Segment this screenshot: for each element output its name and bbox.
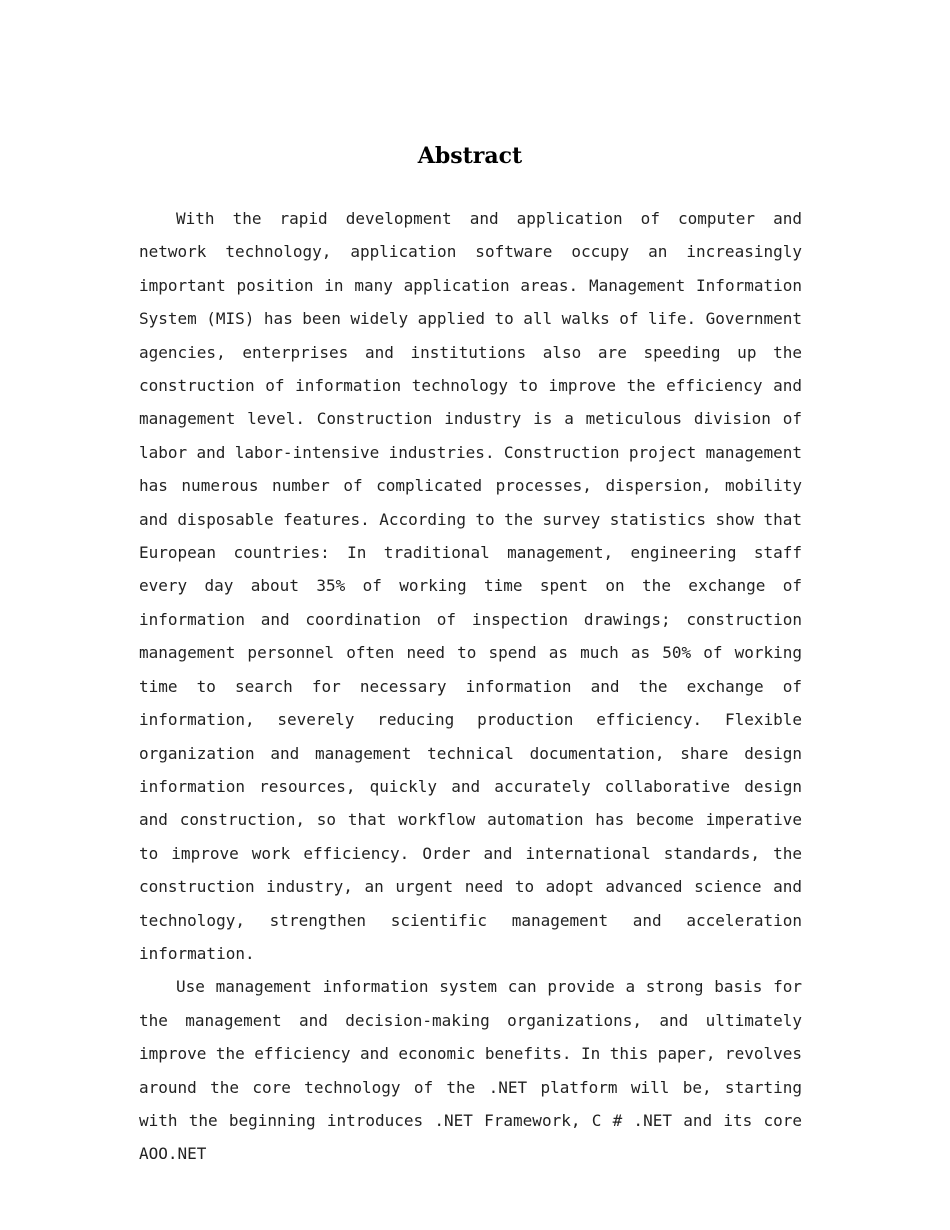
abstract-paragraph-2: Use management information system can provide a strong basis for the management and decision-making organizations, and ultimately improve the efficiency and economic benefits. In this paper, revolves around the core technology of the .NET platform will be, starting with the beginning introduces .NET Framework, C # .NET and its core AOO.NET — [139, 977, 802, 1164]
abstract-title: Abstract — [417, 143, 523, 169]
abstract-paragraph-1: With the rapid development and application of computer and network technology, application software occupy an increasingly important position in many application areas. Management Information System (MIS) has been widely applied to all walks of life. Government agencies, enterprises and institutions also are speeding up the construction of information technology to improve the efficiency and management level. Construction industry is a meticulous division of labor and labor-intensive industries. Construction project management has numerous number of complicated processes, dispersion, mobility and disposable features. According to the survey statistics show that European countries: In traditional management, engineering staff every day about 35% of working time spent on the exchange of information and coordination of inspection drawings; construction management personnel often need to spend as much as 50% of working time to search for necessary information and the exchange of information, severely reducing production efficiency. Flexible organization and management technical documentation, share design information resources, quickly and accurately collaborative design and construction, so that workflow automation has become imperative to improve work efficiency. Order and international standards, the construction industry, an urgent need to adopt advanced science and technology, strengthen scientific management and acceleration information. — [139, 209, 802, 963]
abstract-body — [139, 202, 802, 1171]
